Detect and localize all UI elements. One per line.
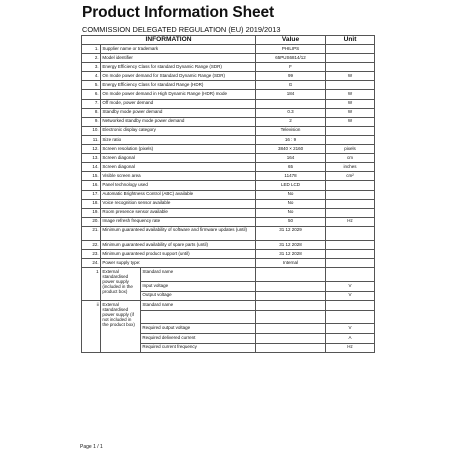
table-row [82,63,375,72]
row-value: 50 [256,217,326,226]
row-value: 184 [256,90,326,99]
supply-field-unit: V [326,291,375,301]
row-value: No [256,208,326,217]
power-supply-row [82,268,375,282]
row-number: 16. [82,181,101,190]
row-number: 4. [82,72,101,81]
table-row [82,163,375,172]
row-unit [326,241,375,250]
table-row [82,108,375,117]
supply-field-label [141,310,256,324]
row-value: No [256,190,326,199]
row-unit: W [326,72,375,81]
row-unit [326,199,375,208]
table-row [82,181,375,190]
row-unit [326,181,375,190]
row-label: Screen diagonal [101,154,256,163]
row-label: Voice recognition sensor available [101,199,256,208]
row-number: 8. [82,108,101,117]
row-label: Screen resolution (pixels) [101,145,256,154]
row-number: 23. [82,250,101,259]
row-unit [326,126,375,135]
table-row [82,126,375,135]
row-value: 31 12 2028 [256,250,326,259]
table-row [82,259,375,268]
row-value: 3840 × 2160 [256,145,326,154]
supply-field-label: Standard name [141,268,256,282]
supply-field-label: Required output voltage [141,324,256,334]
row-label: Image refresh frequency rate [101,217,256,226]
supply-field-value [256,301,326,311]
row-label: Visible screen area [101,172,256,181]
supply-field-value [256,333,326,343]
row-label: Minimum guaranteed product support (until) [101,250,256,259]
supply-number: 1 [82,268,101,301]
table-row [82,54,375,63]
page-title: Product Information Sheet [82,4,275,21]
supply-number: ii [82,301,101,353]
row-label: Panel technology used [101,181,256,190]
row-unit: W [326,117,375,126]
supply-field-unit [326,310,375,324]
supply-field-unit: A [326,333,375,343]
row-value: 65PUS6814/12 [256,54,326,63]
row-unit: W [326,108,375,117]
row-label: Screen diagonal [101,163,256,172]
row-value: 99 [256,72,326,81]
row-unit: cm² [326,172,375,181]
table-row [82,250,375,259]
supply-field-label: Required delivered current [141,333,256,343]
row-label: Energy Efficiency Class for standard Dynamic Range (SDR) [101,63,256,72]
row-unit: W [326,99,375,108]
row-value: PHILIPS [256,45,326,54]
row-unit: inches [326,163,375,172]
header-value: Value [256,36,326,45]
power-supply-row [82,301,375,311]
row-label: Networked standby mode power demand [101,117,256,126]
table-header-row [82,36,375,45]
table-row [82,241,375,250]
row-number: 10. [82,126,101,135]
information-rows [82,45,375,353]
row-value: 65 [256,163,326,172]
row-unit [326,226,375,240]
row-label: Automatic Brightness Control (ABC) available [101,190,256,199]
supply-field-unit [326,268,375,282]
table-row [82,99,375,108]
table-row [82,72,375,81]
table-row [82,190,375,199]
supply-field-label: Required current frequency [141,343,256,353]
row-number: 3. [82,63,101,72]
row-value: 0.3 [256,108,326,117]
row-label: On mode power demand for Standard Dynamic Range (SDR) [101,72,256,81]
supply-field-unit: V [326,324,375,334]
row-value: No [256,199,326,208]
row-unit: Hz [326,217,375,226]
row-value: Television [256,126,326,135]
row-unit [326,45,375,54]
row-value: LED LCD [256,181,326,190]
header-unit: Unit [326,36,375,45]
supply-field-unit [326,301,375,311]
row-number: 17. [82,190,101,199]
table-row [82,226,375,240]
row-label: Standby mode power demand [101,108,256,117]
supply-field-value [256,281,326,291]
row-unit [326,135,375,144]
row-value [256,99,326,108]
row-label: On mode power demand in High Dynamic Range (HDR) mode [101,90,256,99]
row-value: G [256,81,326,90]
row-number: 7. [82,99,101,108]
row-number: 22. [82,241,101,250]
supply-field-value [256,310,326,324]
row-number: 1. [82,45,101,54]
row-unit [326,81,375,90]
row-label: Minimum guaranteed availability of software and firmware updates (until) [101,226,256,240]
row-value: Internal [256,259,326,268]
row-label: Supplier name or trademark [101,45,256,54]
table-row [82,145,375,154]
row-value: 2 [256,117,326,126]
information-table [81,35,375,353]
row-label: Off mode, power demand [101,99,256,108]
table-row [82,154,375,163]
supply-field-value [256,343,326,353]
row-label: Room presence sensor available [101,208,256,217]
supply-label: External standardised power supply (if not included in the product box) [101,301,141,353]
supply-field-label: Standard name [141,301,256,311]
table-row [82,45,375,54]
table-row [82,208,375,217]
page-footer: Page 1 / 1 [80,444,103,450]
supply-field-value [256,291,326,301]
row-number: 15. [82,172,101,181]
supply-field-value [256,268,326,282]
row-label: Power supply type: [101,259,256,268]
row-label: Minimum guaranteed availability of spare parts (until) [101,241,256,250]
table-row [82,135,375,144]
row-unit: W [326,90,375,99]
row-number: 18. [82,199,101,208]
supply-field-value [256,324,326,334]
row-number: 9. [82,117,101,126]
table-row [82,117,375,126]
row-number: 20. [82,217,101,226]
row-label: Energy Efficiency Class for standard Range (HDR) [101,81,256,90]
row-value: F [256,63,326,72]
row-number: 12. [82,145,101,154]
table-row [82,81,375,90]
row-unit: cm [326,154,375,163]
row-number: 19. [82,208,101,217]
row-unit [326,63,375,72]
row-number: 5. [82,81,101,90]
row-number: 14. [82,163,101,172]
row-value: 16 : 9 [256,135,326,144]
supply-field-label: Output voltage [141,291,256,301]
row-value: 31 12 2028 [256,241,326,250]
row-value: 164 [256,154,326,163]
row-number: 21. [82,226,101,240]
table-row [82,172,375,181]
row-number: 11. [82,135,101,144]
supply-field-label: Input voltage [141,281,256,291]
table-row [82,217,375,226]
row-label: Electronic display category [101,126,256,135]
row-number: 6. [82,90,101,99]
row-unit [326,259,375,268]
row-number: 13. [82,154,101,163]
row-unit: pixels [326,145,375,154]
row-unit [326,208,375,217]
table-row [82,199,375,208]
row-value: 31 12 2029 [256,226,326,240]
row-unit [326,250,375,259]
supply-label: External standardised power supply (included in the product box) [101,268,141,301]
row-label: Size ratio [101,135,256,144]
row-label: Model identifier [101,54,256,63]
header-information: INFORMATION [82,36,256,45]
supply-field-unit: V [326,281,375,291]
regulation-subtitle: COMMISSION DELEGATED REGULATION (EU) 2019/2013 [82,25,281,34]
row-value: 11478 [256,172,326,181]
row-unit [326,190,375,199]
row-unit [326,54,375,63]
table-row [82,90,375,99]
row-number: 24. [82,259,101,268]
row-number: 2. [82,54,101,63]
supply-field-unit: Hz [326,343,375,353]
